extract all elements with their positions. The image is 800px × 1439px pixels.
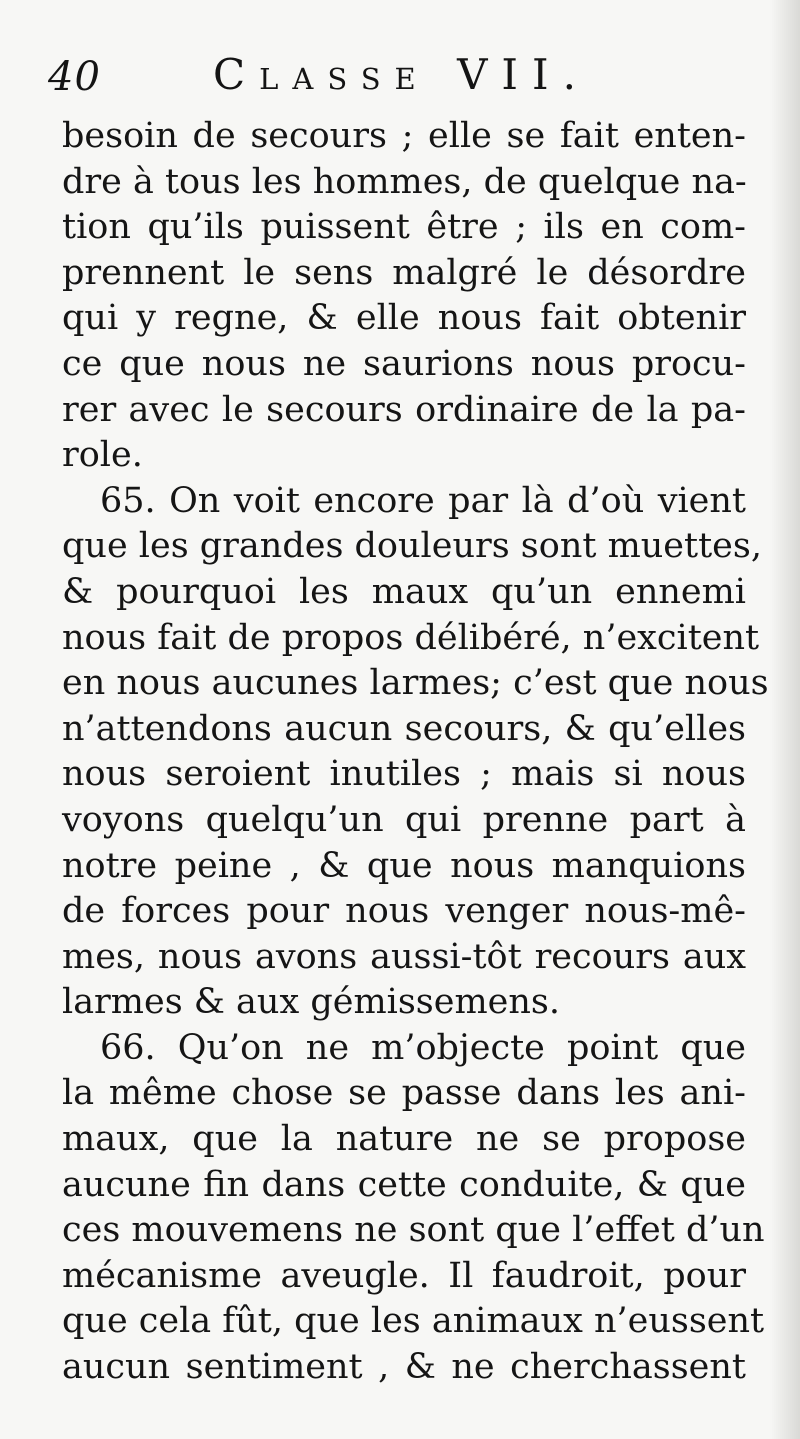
text-line: que cela fût, que les animaux n’eussent — [62, 1301, 765, 1342]
text-line: voyons quelqu’un qui prenne part à — [62, 799, 746, 840]
paragraph-65-start: 65. On voit encore par là d’où vient — [100, 480, 746, 521]
text-line: notre peine , & que nous manquions — [62, 845, 746, 886]
text-line: en nous aucunes larmes; c’est que nous — [62, 663, 769, 704]
text-line: & pourquoi les maux qu’un ennemi — [62, 571, 746, 612]
text-line: rer avec le secours ordinaire de la pa- — [62, 389, 746, 430]
text-line: que les grandes douleurs sont muettes, — [62, 526, 762, 567]
text-line: mes, nous avons aussi-tôt recours aux — [62, 936, 746, 977]
text-line: prennent le sens malgré le désordre — [62, 252, 746, 293]
text-line: role. — [62, 435, 143, 476]
page-number: 40 — [48, 54, 101, 100]
text-line: aucune fin dans cette conduite, & que — [62, 1164, 746, 1205]
text-line: la même chose se passe dans les ani- — [62, 1073, 746, 1114]
text-line: maux, que la nature ne se propose — [62, 1119, 746, 1160]
body-text — [62, 114, 769, 1391]
page-header — [48, 46, 768, 106]
text-line: nous fait de propos délibéré, n’excitent — [62, 617, 760, 658]
text-line: besoin de secours ; elle se fait enten- — [62, 116, 746, 156]
text-line: aucun sentiment , & ne cherchassent — [62, 1347, 746, 1388]
running-head: Classe VII. — [213, 50, 590, 99]
text-line: mécanisme aveugle. Il faudroit, pour — [62, 1255, 746, 1296]
text-line: n’attendons aucun secours, & qu’elles — [62, 708, 746, 749]
paragraph-66-start: 66. Qu’on ne m’objecte point que — [100, 1027, 746, 1068]
text-line: de forces pour nous venger nous-mê- — [62, 891, 746, 932]
text-line: nous seroient inutiles ; mais si nous — [62, 754, 746, 795]
text-line: larmes & aux gémissemens. — [62, 982, 560, 1023]
text-line: ce que nous ne saurions nous procu- — [62, 343, 746, 384]
text-line: ces mouvemens ne sont que l’effet d’un — [62, 1210, 765, 1251]
text-line: dre à tous les hommes, de quelque na- — [62, 161, 747, 202]
text-line: tion qu’ils puissent être ; ils en com- — [62, 207, 746, 248]
page-edge-shadow — [770, 0, 800, 1439]
text-line: qui y regne, & elle nous fait obtenir — [62, 298, 746, 339]
